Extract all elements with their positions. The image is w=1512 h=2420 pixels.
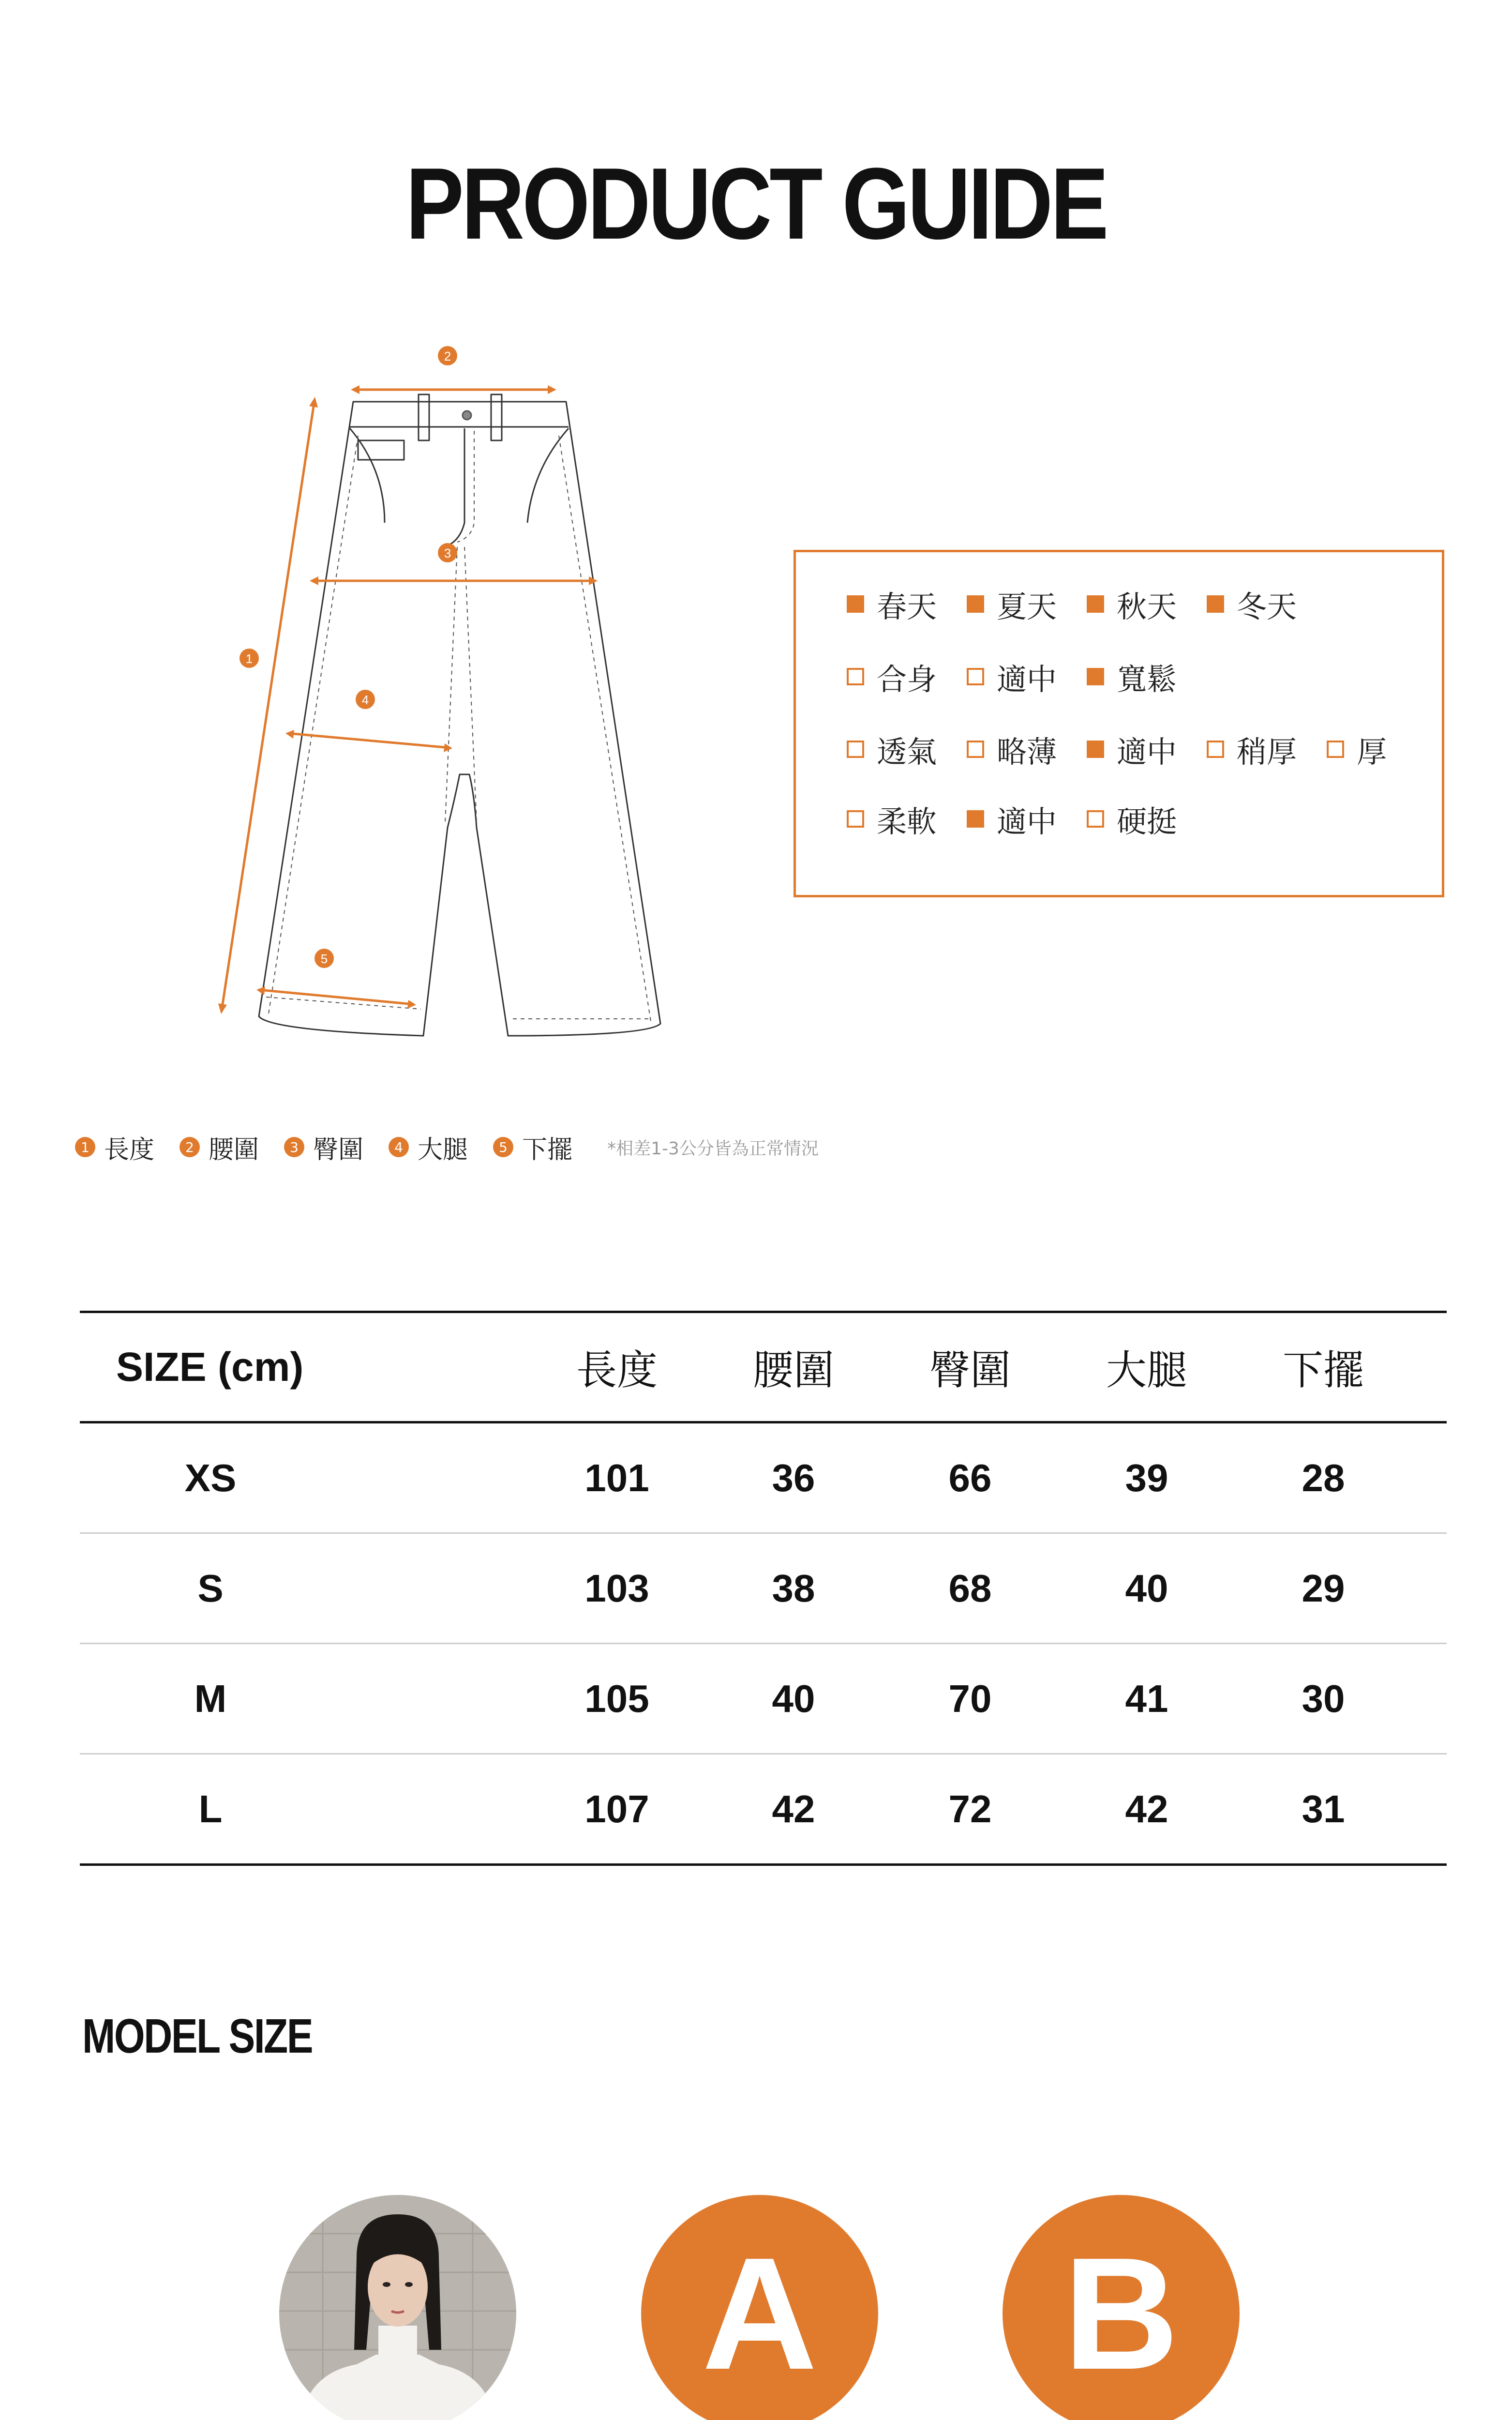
measurement-legend xyxy=(75,1128,819,1166)
value-cell: 72 xyxy=(948,1787,992,1830)
value-cell: 103 xyxy=(584,1566,649,1610)
checkbox-empty-icon xyxy=(1087,810,1104,828)
page-title: PRODUCT GUIDE xyxy=(405,147,1107,260)
feature-row-softness xyxy=(847,797,1207,841)
legend-item: 1 長度 xyxy=(75,1129,154,1165)
table-row xyxy=(80,1754,1447,1863)
value-cell: 41 xyxy=(1125,1677,1168,1720)
header-cell: SIZE (cm) xyxy=(116,1344,304,1390)
value-cell: 70 xyxy=(948,1677,992,1720)
size-cell: S xyxy=(197,1566,224,1610)
value-cell: 105 xyxy=(584,1677,649,1720)
legend-item: 5 下擺 xyxy=(493,1129,572,1165)
model-card xyxy=(590,2195,929,2420)
feature-item: 合身 xyxy=(847,655,937,698)
value-cell: 39 xyxy=(1125,1456,1168,1499)
number-badge-icon: 1 xyxy=(75,1137,95,1157)
marker-1-label: 1 xyxy=(245,651,253,666)
table-row xyxy=(80,1423,1447,1534)
feature-item: 秋天 xyxy=(1087,583,1177,626)
checkbox-empty-icon xyxy=(847,668,864,685)
table-row xyxy=(80,1644,1447,1754)
marker-4-label: 4 xyxy=(361,693,369,707)
feature-item: 柔軟 xyxy=(847,798,937,841)
value-cell: 107 xyxy=(584,1787,649,1830)
value-cell: 42 xyxy=(772,1787,815,1830)
feature-item: 適中 xyxy=(967,655,1057,698)
value-cell: 38 xyxy=(772,1566,815,1610)
value-cell: 31 xyxy=(1302,1787,1345,1830)
feature-item: 稍厚 xyxy=(1207,728,1297,771)
checkbox-checked-icon xyxy=(1207,595,1224,613)
number-badge-icon: 3 xyxy=(284,1137,304,1157)
checkbox-empty-icon xyxy=(1327,741,1344,758)
checkbox-empty-icon xyxy=(847,810,864,828)
feature-panel xyxy=(793,550,1444,897)
feature-row-season xyxy=(847,582,1327,626)
feature-item: 硬挺 xyxy=(1087,798,1177,841)
value-cell: 40 xyxy=(772,1677,815,1720)
number-badge-icon: 5 xyxy=(493,1137,513,1157)
checkbox-empty-icon xyxy=(967,741,984,758)
legend-item: 3 臀圍 xyxy=(284,1129,363,1165)
checkbox-empty-icon xyxy=(1207,741,1224,758)
model-avatar-letter: B xyxy=(1003,2195,1240,2420)
tolerance-note: *相差1-3公分皆為正常情況 xyxy=(607,1138,819,1159)
size-table xyxy=(80,1311,1447,1866)
marker-2-label: 2 xyxy=(444,349,451,363)
feature-row-fit xyxy=(847,655,1207,698)
number-badge-icon: 4 xyxy=(389,1137,409,1157)
feature-item: 厚 xyxy=(1327,728,1387,771)
table-row xyxy=(80,1534,1447,1644)
legend-item: 4 大腿 xyxy=(389,1129,468,1165)
checkbox-checked-icon xyxy=(1087,595,1104,613)
model-card xyxy=(228,2195,567,2420)
value-cell: 30 xyxy=(1302,1677,1345,1720)
feature-item: 適中 xyxy=(967,798,1057,841)
header-cell: 臀圍 xyxy=(929,1346,1011,1394)
checkbox-checked-icon xyxy=(1087,741,1104,758)
checkbox-checked-icon xyxy=(1087,668,1104,685)
header-cell: 長度 xyxy=(576,1346,658,1394)
value-cell: 40 xyxy=(1125,1566,1168,1610)
checkbox-checked-icon xyxy=(967,810,984,828)
number-badge-icon: 2 xyxy=(180,1137,200,1157)
marker-3-label: 3 xyxy=(444,546,451,560)
feature-item: 冬天 xyxy=(1207,583,1297,626)
checkbox-empty-icon xyxy=(847,741,864,758)
pants-measurement-diagram xyxy=(213,339,677,1065)
value-cell: 42 xyxy=(1125,1787,1168,1830)
value-cell: 66 xyxy=(948,1456,992,1499)
size-cell: M xyxy=(194,1677,227,1720)
feature-item: 透氣 xyxy=(847,728,937,771)
legend-item: 2 腰圍 xyxy=(180,1129,259,1165)
checkbox-checked-icon xyxy=(847,595,864,613)
feature-item: 略薄 xyxy=(967,728,1057,771)
model-portrait-icon xyxy=(279,2195,516,2420)
value-cell: 101 xyxy=(584,1456,649,1499)
checkbox-empty-icon xyxy=(967,668,984,685)
feature-row-thickness xyxy=(847,727,1417,771)
header-cell: 下擺 xyxy=(1282,1346,1364,1394)
model-card xyxy=(952,2195,1290,2420)
model-size-title: MODEL SIZE xyxy=(82,2009,313,2063)
feature-item: 春天 xyxy=(847,583,937,626)
value-cell: 36 xyxy=(772,1456,815,1499)
value-cell: 68 xyxy=(948,1566,992,1610)
table-header xyxy=(80,1313,1447,1423)
checkbox-checked-icon xyxy=(967,595,984,613)
feature-item: 夏天 xyxy=(967,583,1057,626)
feature-item: 適中 xyxy=(1087,728,1177,771)
size-cell: XS xyxy=(184,1456,237,1499)
header-cell: 大腿 xyxy=(1106,1346,1187,1394)
feature-item: 寬鬆 xyxy=(1087,655,1177,698)
model-photo xyxy=(279,2195,516,2420)
value-cell: 29 xyxy=(1302,1566,1345,1610)
value-cell: 28 xyxy=(1302,1456,1345,1499)
model-avatar-letter: A xyxy=(641,2195,878,2420)
header-cell: 腰圍 xyxy=(752,1346,834,1394)
size-cell: L xyxy=(198,1787,223,1830)
marker-5-label: 5 xyxy=(320,952,328,966)
